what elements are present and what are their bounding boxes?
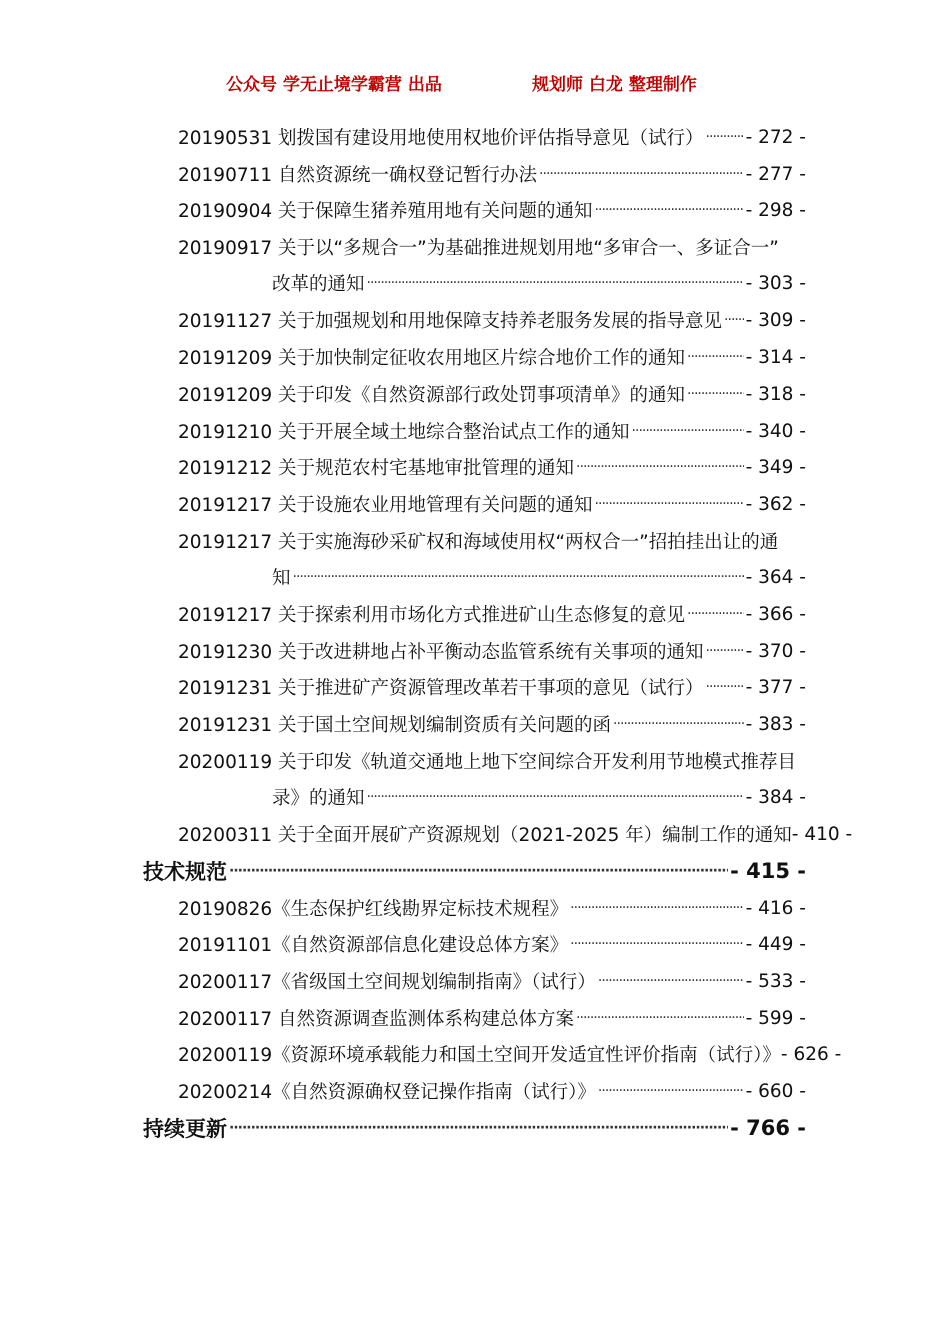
toc-entry-page: - 449 -: [745, 933, 806, 955]
section-title: 技术规范: [143, 860, 227, 884]
toc-entry-title: 20190826《生态保护红线勘界定标技术规程》: [178, 899, 569, 920]
toc-entry-title: 20191209 关于印发《自然资源部行政处罚事项清单》的通知: [178, 385, 686, 406]
leader-dots: [706, 679, 744, 695]
toc-entry-page: - 277 -: [745, 163, 806, 185]
toc-entry[interactable]: [178, 526, 818, 556]
toc-entry-title-cont: 改革的通知: [272, 274, 365, 295]
leader-dots: [539, 166, 744, 182]
toc-entry-title: 20200117《省级国土空间规划编制指南》（试行）: [178, 972, 596, 993]
toc-entry-title: 20190711 自然资源统一确权登记暂行办法: [178, 165, 538, 186]
toc-entry-title: 20190917 关于以“多规合一”为基础推进规划用地“多审合一、多证合一”: [178, 238, 779, 259]
toc-entry[interactable]: [178, 672, 806, 702]
toc-entry[interactable]: [178, 489, 806, 519]
toc-entry-title-cont: 录》的通知: [272, 788, 365, 809]
toc-entry-page: - 298 -: [745, 199, 806, 221]
leader-dots: [595, 202, 744, 218]
toc-entry[interactable]: [178, 416, 806, 446]
header-author: 规划师 白龙 整理制作: [532, 75, 697, 95]
toc-entry[interactable]: [178, 893, 806, 923]
leader-dots: [367, 275, 744, 291]
toc-entry-title: 20191127 关于加强规划和用地保障支持养老服务发展的指导意见: [178, 311, 723, 332]
toc-section-heading[interactable]: [143, 1113, 806, 1143]
toc-entry-title: 20191230 关于改进耕地占补平衡动态监管系统有关事项的通知: [178, 642, 704, 663]
leader-dots: [687, 349, 744, 365]
leader-dots: [595, 496, 744, 512]
toc-entry-page: - 340 -: [745, 420, 806, 442]
toc-entry-title: 20200119《资源环境承载能力和国土空间开发适宜性评价指南（试行）》: [178, 1045, 781, 1066]
toc-entry-page: - 314 -: [745, 346, 806, 368]
section-page: - 415 -: [730, 859, 806, 883]
toc-entry-page: - 410 -: [791, 823, 853, 845]
toc-entry-page: - 303 -: [745, 272, 806, 294]
toc-entry-title: 20191209 关于加快制定征收农用地区片综合地价工作的通知: [178, 348, 686, 369]
page-header: [0, 70, 950, 96]
toc-entry[interactable]: [178, 379, 806, 409]
toc-entry-title: 20200311 关于全面开展矿产资源规划（2021-2025 年）编制工作的通知: [178, 825, 792, 846]
toc-entry-page: - 272 -: [745, 126, 806, 148]
toc-entry-page: - 362 -: [745, 493, 806, 515]
leader-dots: [687, 386, 744, 402]
toc-entry[interactable]: [178, 1076, 806, 1106]
toc-section-heading[interactable]: [143, 856, 806, 886]
leader-dots: [724, 312, 744, 328]
toc-entry-page: - 318 -: [745, 383, 806, 405]
leader-dots: [687, 606, 744, 622]
toc-entry-title-cont: 知: [272, 568, 291, 589]
leader-dots: [229, 1120, 728, 1136]
toc-entry[interactable]: [178, 1003, 806, 1033]
toc-entry-title: 20200119 关于印发《轨道交通地上地下空间综合开发利用节地模式推荐目: [178, 752, 797, 773]
toc-entry-continuation[interactable]: [272, 782, 806, 812]
toc-entry[interactable]: [178, 342, 806, 372]
toc-entry-title: 20191217 关于探索利用市场化方式推进矿山生态修复的意见: [178, 605, 686, 626]
toc-entry-page: - 384 -: [745, 786, 806, 808]
toc-entry[interactable]: [178, 452, 806, 482]
toc-entry-title: 20190531 划拨国有建设用地使用权地价评估指导意见（试行）: [178, 128, 704, 149]
leader-dots: [229, 863, 728, 879]
toc-entry[interactable]: [178, 195, 806, 225]
toc-entry[interactable]: [178, 305, 806, 335]
leader-dots: [632, 423, 744, 439]
toc-entry-title: 20191101《自然资源部信息化建设总体方案》: [178, 935, 569, 956]
toc-entry-continuation[interactable]: [272, 268, 806, 298]
leader-dots: [706, 129, 744, 145]
toc-entry-page: - 626 -: [780, 1043, 842, 1065]
toc-entry-title: 20191231 关于推进矿产资源管理改革若干事项的意见（试行）: [178, 678, 704, 699]
leader-dots: [576, 1010, 744, 1026]
leader-dots: [598, 1083, 744, 1099]
leader-dots: [613, 716, 744, 732]
toc-entry[interactable]: [178, 1039, 878, 1069]
toc-entry-page: - 364 -: [745, 566, 806, 588]
toc-entry[interactable]: [178, 599, 806, 629]
toc-entry-continuation[interactable]: [272, 562, 806, 592]
toc-entry-title: 20200214《自然资源确权登记操作指南（试行）》: [178, 1082, 596, 1103]
toc-entry-page: - 383 -: [745, 713, 806, 735]
toc-entry-title: 20200117 自然资源调查监测体系构建总体方案: [178, 1009, 575, 1030]
section-page: - 766 -: [730, 1116, 806, 1140]
leader-dots: [576, 459, 744, 475]
toc-entry-page: - 416 -: [745, 897, 806, 919]
toc-entry-page: - 370 -: [745, 640, 806, 662]
header-publisher: 公众号 学无止境学霸营 出品: [226, 75, 442, 95]
toc-entry-title: 20191217 关于实施海砂采矿权和海域使用权“两权合一”招拍挂出让的通: [178, 532, 779, 553]
toc-entry[interactable]: [178, 929, 806, 959]
toc-entry-page: - 366 -: [745, 603, 806, 625]
toc-entry[interactable]: [178, 232, 818, 262]
leader-dots: [570, 900, 743, 916]
toc-entry[interactable]: [178, 966, 806, 996]
toc-entry-page: - 660 -: [745, 1080, 806, 1102]
toc-entry[interactable]: [178, 746, 818, 776]
toc-entry-page: - 599 -: [745, 1007, 806, 1029]
toc-entry-page: - 349 -: [745, 456, 806, 478]
toc-entry-page: - 377 -: [745, 676, 806, 698]
leader-dots: [293, 569, 744, 585]
toc-entry[interactable]: [178, 819, 878, 849]
toc-entry-title: 20190904 关于保障生猪养殖用地有关问题的通知: [178, 201, 593, 222]
toc-entry[interactable]: [178, 709, 806, 739]
leader-dots: [570, 936, 743, 952]
toc-entry-page: - 309 -: [745, 309, 806, 331]
toc-entry-title: 20191217 关于设施农业用地管理有关问题的通知: [178, 495, 593, 516]
toc-entry[interactable]: [178, 636, 806, 666]
toc-entry[interactable]: [178, 159, 806, 189]
toc-entry[interactable]: [178, 122, 806, 152]
toc-entry-title: 20191210 关于开展全域土地综合整治试点工作的通知: [178, 422, 630, 443]
toc-entry-page: - 533 -: [745, 970, 806, 992]
toc-entry-title: 20191212 关于规范农村宅基地审批管理的通知: [178, 458, 575, 479]
leader-dots: [598, 973, 744, 989]
toc-entry-title: 20191231 关于国土空间规划编制资质有关问题的函: [178, 715, 612, 736]
section-title: 持续更新: [143, 1117, 227, 1141]
leader-dots: [367, 789, 744, 805]
leader-dots: [706, 643, 744, 659]
